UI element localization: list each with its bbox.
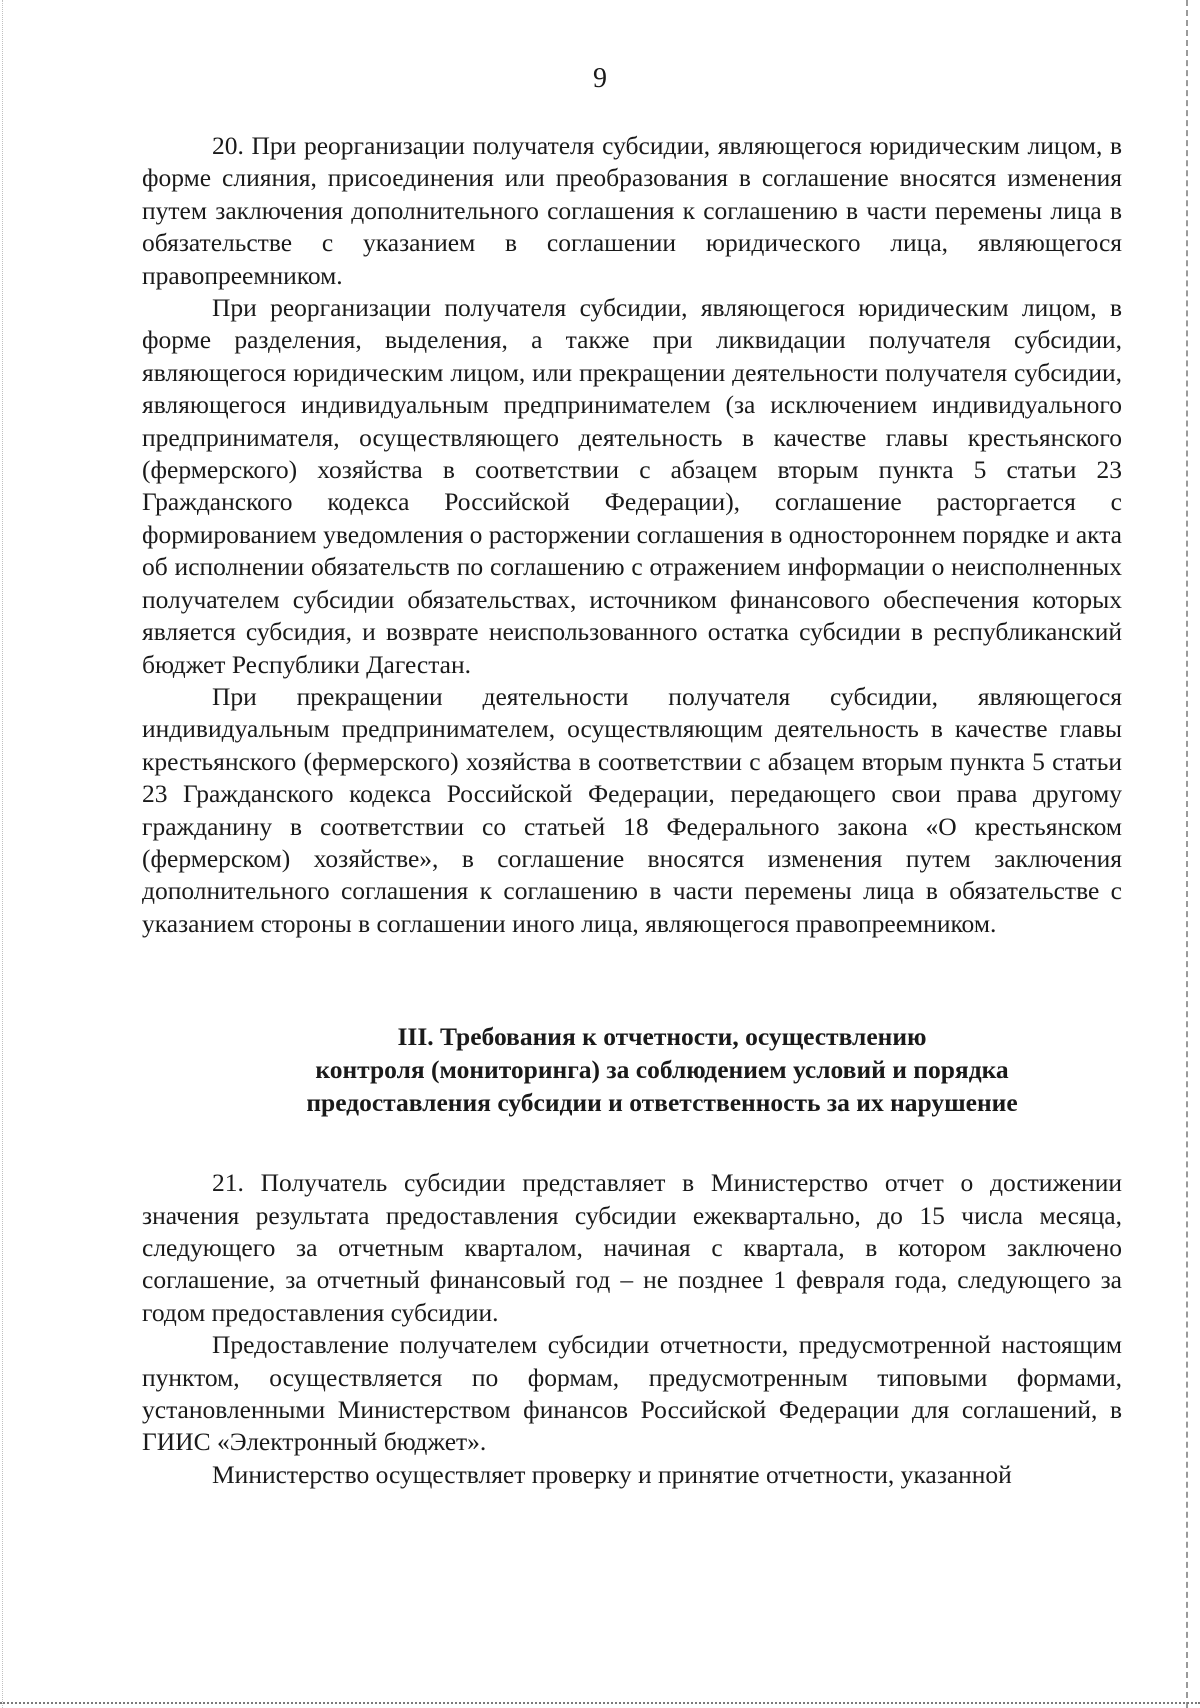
page-number: 9 [593, 63, 607, 94]
paragraph-reorganization: При реорганизации получателя субсидии, являющегося юридическим лицом, в форме разделения, выделения, а также при ликвидации получателя субсидии, являющегося юридическим лицом, или прекращении деятельности получателя субсидии, являющегося индивидуальным предпринимателем (за исключением индивидуального предпринимателя, осуществляющего деятельность в качестве главы крестьянского (фермерского) хозяйства в соответствии с абзацем вторым пункта 5 статьи 23 Гражданского кодекса Российской Федерации), соглашение расторгается с формированием уведомления о расторжении соглашения в одностороннем порядке и акта об исполнении обязательств по соглашению с отражением информации о неисполненных получателем субсидии обязательствах, источником финансового обеспечения которых является субсидия, и возврате неиспользованного остатка субсидии в республиканский бюджет Республики Дагестан. [142, 293, 1122, 679]
section-heading-line: контроля (мониторинга) за соблюдением условий и порядка [315, 1055, 1009, 1085]
paragraph-20: 20. При реорганизации получателя субсидии, являющегося юридическим лицом, в форме слияния, присоединения или преобразования в соглашение вносятся изменения путем заключения дополнительного соглашения к соглашению в части перемены лица в обязательстве с указанием в соглашении юридического лица, являющегося правопреемником. [142, 131, 1122, 290]
scan-bottom-edge [0, 1702, 1200, 1704]
section-heading [142, 1020, 1122, 1119]
paragraph-21: 21. Получатель субсидии представляет в Министерство отчет о достижении значения результата предоставления субсидии ежеквартально, до 15 числа месяца, следующего за отчетным кварталом, начиная с квартала, в котором заключено соглашение, за отчетный финансовый год – не позднее 1 февраля года, следующего за годом предоставления субсидии. [142, 1168, 1122, 1327]
section-heading-line: III. Требования к отчетности, осуществлению [397, 1022, 927, 1052]
section-heading-line: предоставления субсидии и ответственность за их нарушение [306, 1088, 1018, 1118]
paragraph-termination: При прекращении деятельности получателя субсидии, являющегося индивидуальным предпринимателем, осуществляющим деятельность в качестве главы крестьянского (фермерского) хозяйства в соответствии с абзацем вторым пункта 5 статьи 23 Гражданского кодекса Российской Федерации, передающего свои права другому гражданину в соответствии со статьей 18 Федерального закона «О крестьянском (фермерском) хозяйстве», в соглашение вносятся изменения путем заключения дополнительного соглашения к соглашению в части перемены лица в обязательстве с указанием стороны в соглашении иного лица, являющегося правопреемником. [142, 681, 1122, 938]
scan-right-edge [1186, 0, 1188, 1708]
paragraph-reporting-forms: Предоставление получателем субсидии отчетности, предусмотренной настоящим пунктом, осуществляется по формам, предусмотренным типовыми формами, установленными Министерством финансов Российской Федерации для соглашений, в ГИИС «Электронный бюджет». [142, 1330, 1122, 1457]
scan-left-edge [2, 0, 3, 1708]
paragraph-ministry-check: Министерство осуществляет проверку и принятие отчетности, указанной [212, 1459, 1012, 1489]
document-body [142, 130, 1122, 1491]
